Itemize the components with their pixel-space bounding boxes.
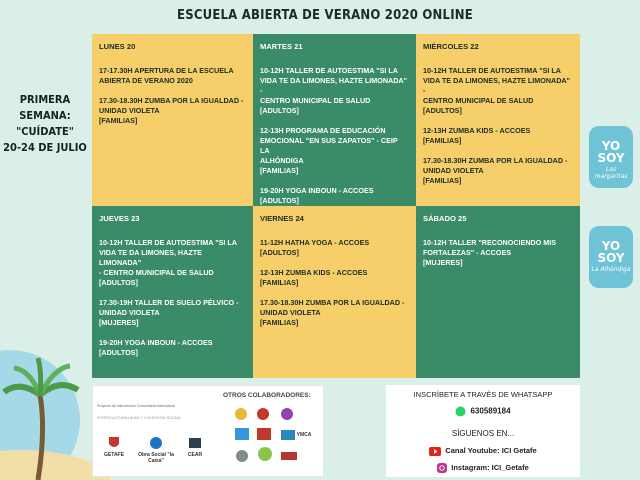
activity: 11-12H HATHA YOGA - ACCOES [ADULTOS]	[260, 238, 370, 257]
activity: 17.30-18.30H ZUMBA POR LA IGUALDAD - UNIDAD VIOLETA [FAMILIAS]	[423, 156, 568, 185]
activity: 17-17.30H APERTURA DE LA ESCUELA ABIERTA DE VERANO 2020	[99, 66, 234, 85]
day-name: SÁBADO 25	[423, 214, 467, 223]
badge-text: YO SOY	[597, 139, 625, 165]
badge-subtext: Las margaritas	[594, 166, 628, 180]
contact-panel	[386, 385, 580, 477]
follow-us: SÍGUENOS EN...	[451, 429, 515, 438]
la-caixa-logo	[133, 436, 179, 464]
star-icon	[149, 436, 163, 450]
activity: 10-12H TALLER DE AUTOESTIMA "SI LA VIDA TE DA LIMONES, HAZTE LIMONADA" - CENTRO MUNICIPAL DE SALUD [ADULTOS]	[99, 238, 237, 287]
day-name: MIÉRCOLES 22	[423, 42, 479, 51]
activity: 10-12H TALLER "RECONOCIENDO MIS FORTALEZAS" - ACCOES [MUJERES]	[423, 238, 557, 267]
collaborators-panel	[92, 385, 324, 477]
youtube-icon	[429, 447, 441, 456]
day-cell-monday	[92, 34, 253, 206]
day-cell-saturday	[416, 206, 580, 378]
week-label-line2: "CUÍDATE"	[16, 125, 74, 138]
activity: 19-20H YOGA INBOUN - ACCOES [ADULTOS]	[260, 186, 374, 205]
program-subtitle: INTERCULTURALIDAD Y COHESIÓN SOCIAL	[97, 415, 182, 420]
page-title: ESCUELA ABIERTA DE VERANO 2020 ONLINE	[177, 8, 473, 23]
phone-number: 630589184	[470, 406, 511, 416]
activity: 19-20H YOGA INBOUN - ACCOES [ADULTOS]	[99, 338, 213, 357]
week-label-line1: PRIMERA SEMANA:	[19, 93, 71, 122]
whatsapp-icon	[455, 406, 466, 417]
collaborators-title: OTROS COLABORADORES:	[223, 392, 311, 399]
instagram-link[interactable]	[386, 463, 580, 473]
cear-icon	[188, 436, 202, 450]
activity: 10-12H TALLER DE AUTOESTIMA "SI LA VIDA TE DA LIMONES, HAZTE LIMONADA" - CENTRO MUNICIPAL DE SALUD [ADULTOS]	[423, 66, 571, 115]
cear-logo	[181, 436, 209, 458]
instagram-icon	[437, 463, 447, 473]
day-name: LUNES 20	[99, 42, 136, 51]
activity: 10-12H TALLER DE AUTOESTIMA "SI LA VIDA TE DA LIMONES, HAZTE LIMONADA" - CENTRO MUNICIPAL DE SALUD [ADULTOS]	[260, 66, 408, 115]
day-name: JUEVES 23	[99, 214, 140, 223]
week-label	[2, 92, 88, 156]
logo-label: Obra Social "la Caixa"	[138, 452, 174, 464]
collaborator-logos-cluster	[231, 406, 321, 474]
day-name: MARTES 21	[260, 42, 303, 51]
getafe-logo	[99, 436, 129, 458]
day-cell-thursday	[92, 206, 253, 378]
activity: 17.30-19H TALLER DE SUELO PÉLVICO - UNIDAD VIOLETA [MUJERES]	[99, 298, 239, 327]
youtube-label: Canal Youtube: ICI Getafe	[445, 446, 537, 455]
program-title: Proyecto de Intervención Comunitaria Intercultural	[97, 404, 175, 408]
logo-label: YMCA	[296, 432, 312, 438]
yo-soy-alhondiga-logo	[589, 226, 633, 288]
day-cell-friday	[253, 206, 416, 378]
badge-text: YO SOY	[597, 239, 625, 265]
week-label-line3: 20-24 DE JULIO	[3, 141, 87, 154]
day-name: VIERNES 24	[260, 214, 304, 223]
activity: 12-13H ZUMBA KIDS - ACCOES [FAMILIAS]	[423, 126, 531, 145]
activity: 12-13H ZUMBA KIDS - ACCOES [FAMILIAS]	[260, 268, 368, 287]
shield-icon	[108, 436, 120, 450]
ymca-logo	[289, 432, 319, 438]
schedule-grid	[92, 34, 580, 378]
logo-label: CEAR	[187, 452, 203, 458]
activity: 17.30-18.30H ZUMBA POR LA IGUALDAD - UNIDAD VIOLETA [FAMILIAS]	[260, 298, 405, 327]
activity: 17.30-18.30H ZUMBA POR LA IGUALDAD - UNIDAD VIOLETA [FAMILIAS]	[99, 96, 244, 125]
day-cell-wednesday	[416, 34, 580, 206]
instagram-label: Instagram: ICI_Getafe	[451, 463, 529, 472]
day-cell-tuesday	[253, 34, 416, 206]
logo-label: GETAFE	[104, 452, 124, 458]
whatsapp-phone[interactable]	[386, 406, 580, 417]
yo-soy-margaritas-logo	[589, 126, 633, 188]
youtube-link[interactable]	[386, 446, 580, 456]
whatsapp-heading: INSCRÍBETE A TRAVÉS DE WHATSAPP	[413, 390, 553, 399]
activity: 12-13H PROGRAMA DE EDUCACIÓN EMOCIONAL "EN SUS ZAPATOS" - CEIP LA ALHÓNDIGA [FAMILIAS]	[260, 126, 398, 175]
badge-subtext: La Alhóndiga	[591, 266, 631, 273]
